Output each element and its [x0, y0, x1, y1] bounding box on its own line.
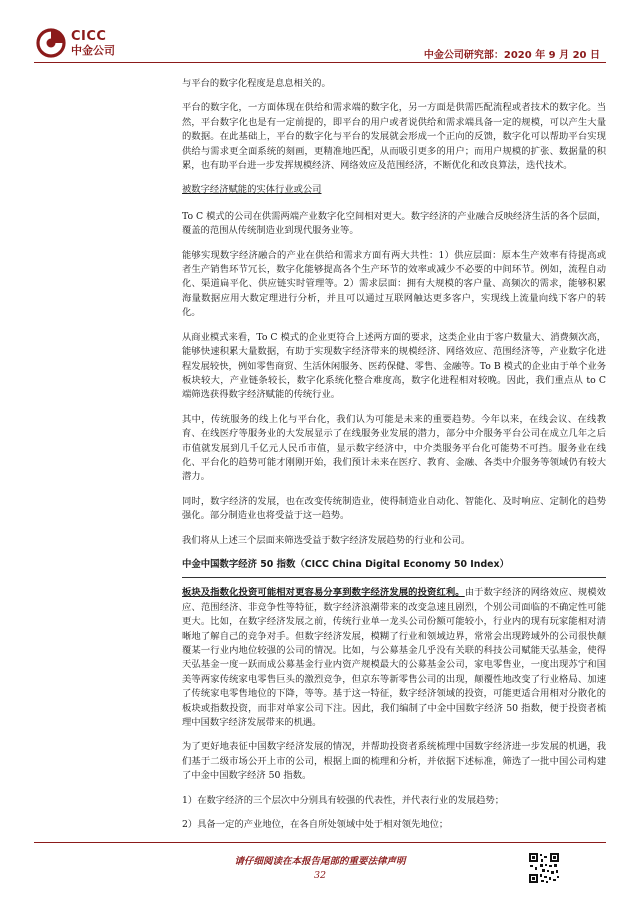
paragraph-manufacturing: 同时，数字经济的发展，也在改变传统制造业，使得制造业自动化、智能化、及时响应、定制化的趋势强化。部分制造业也将受益于这一趋势。 — [182, 495, 606, 522]
paragraph-business-model: 从商业模式来看，To C 模式的企业更符合上述两方面的要求，这类企业由于客户数量大、消费频次高，能够快速积累大量数据，有助于实现数字经济带来的规模经济、网络效应、范围经济等，产业数字化进程发展较快，例如零售商贸、生活休闲服务、医药保健、零售、金融等。To B 模式的企业由于单个业务板块较大，产业链条较长，数字化系统化整合难度高，数字化进程相对较晚。因此，我们重点从 to C 端筛选获得数字经济赋能的传统行业。 — [182, 331, 606, 401]
cicc-logo — [36, 28, 115, 58]
page-content — [182, 77, 606, 832]
subheading-empowered-industries: 被数字经济赋能的实体行业或公司 — [182, 184, 322, 196]
paragraph-toc-model: To C 模式的公司在供需两端产业数字化空间相对更大。数字经济的产业融合反映经济生活的各个层面，覆盖的范围从传统制造业到现代服务业等。 — [182, 210, 606, 237]
section-title-index: 中金中国数字经济 50 指数（CICC China Digital Economy 50 Index） — [182, 558, 509, 570]
logo-en: CICC — [71, 29, 107, 44]
report-date-line: 中金公司研究部：2020 年 9 月 20 日 — [423, 50, 600, 61]
index-investment-lead: 板块及指数化投资可能相对更容易分享到数字经济发展的投资红利。 — [182, 587, 465, 599]
footer-divider — [34, 842, 606, 843]
header-divider — [34, 62, 606, 63]
paragraph-index-investment — [182, 586, 606, 730]
paragraph-supply-demand: 能够实现数字经济融合的产业在供给和需求方面有两大共性：1）供应层面：原本生产效率有待提高或者生产销售环节冗长，数字化能够提高各个生产环节的效率或减少不必要的中间环节。例如，流程自动化、渠道扁平化、供应链实时管理等。2）需求层面：拥有大规模的客户量、高频次的需求，能够积累海量数据应用大数定理进行分析，并且可以通过互联网触达更多客户，实现线上流量向线下客户的转化。 — [182, 249, 606, 319]
criteria-item-2: 2）具备一定的产业地位，在各自所处领域中处于相对领先地位； — [182, 819, 449, 831]
paragraph-index-construction: 为了更好地表征中国数字经济发展的情况，并帮助投资者系统梳理中国数字经济进一步发展的机遇，我们基于二级市场公开上市的公司，根据上面的梳理和分析，并依据下述标准，筛选了一批中国公司构建了中金中国数字经济 50 指数。 — [182, 741, 606, 782]
cicc-logo-icon — [36, 28, 66, 58]
qr-code-icon — [528, 852, 560, 884]
page-number: 32 — [313, 870, 327, 881]
logo-cn: 中金公司 — [71, 44, 115, 57]
section-divider — [182, 577, 606, 578]
index-investment-body: 由于数字经济的网络效应、规模效应、范围经济、非竞争性等特征，数字经济浪潮带来的改变急速且剧烈，个别公司面临的不确定性可能更大。比如，在数字经济发展之前，传统行业单一龙头公司份额可能较小，行业内的现有玩家能相对清晰地了解自己的竞争对手。但数字经济发展，模糊了行业和领域边界，常常会出现跨域外的公司很快颠覆某一行业内地位较强的公司的情况。比如，与公募基金几乎没有关联的科技公司赋能天弘基金，使得天弘基金一度一跃而成公募基金行业内资产规模最大的公募基金公司，家电零售业，一度出现苏宁和国美等两家传统家电零售巨头的激烈竞争，但京东等新零售公司的出现，颠覆性地改变了行业格局、加速了传统家电零售地位的下降，等等。基于这一特征，数字经济领域的投资，可能更适合用相对分散化的板块或指数投资，而非对单家公司下注。因此，我们编制了中金中国数字经济 50 指数，便于投资者梳理中国数字经济发展带来的机遇。 — [182, 587, 606, 729]
legal-disclaimer: 请仔细阅读在本报告尾部的重要法律声明 — [234, 856, 406, 867]
paragraph-screening: 我们将从上述三个层面来筛选受益于数字经济发展趋势的行业和公司。 — [182, 534, 471, 546]
page-footer — [0, 840, 640, 906]
paragraph-platform-digitalization: 平台的数字化，一方面体现在供给和需求端的数字化，另一方面是供需匹配流程或者技术的数字化。当然，平台数字化也是有一定前提的，即平台的用户或者说供给和需求端具备一定的规模，可以产生大量的数据。在此基础上，平台的数字化与平台的发展就会形成一个正向的反馈，数字化可以帮助平台实现供给与需求更全面系统的刻画，更精准地匹配，从而吸引更多的用户；而用户规模的扩张、数据量的积累，也有助平台进一步发挥规模经济、网络效应及范围经济，不断优化和改良算法，迭代技术。 — [182, 102, 606, 172]
paragraph-online-services: 其中，传统服务的线上化与平台化，我们认为可能是未来的重要趋势。今年以来，在线会议、在线教育、在线医疗等服务业的大发展显示了在线服务业发展的潜力，部分中介服务平台公司在成立几年之后市值就发展到几千亿元人民币市值，显示数字经济中，中介类服务平台化可能势不可挡。服务业在线化、平台化的趋势可能才刚刚开始，我们预计未来在医疗、教育、金融、各类中介服务等领域仍有较大潜力。 — [182, 413, 606, 483]
paragraph-1: 与平台的数字化程度是息息相关的。 — [182, 78, 331, 89]
criteria-item-1: 1）在数字经济的三个层次中分别具有较强的代表性，并代表行业的发展趋势； — [182, 794, 505, 806]
page-header — [0, 0, 640, 72]
